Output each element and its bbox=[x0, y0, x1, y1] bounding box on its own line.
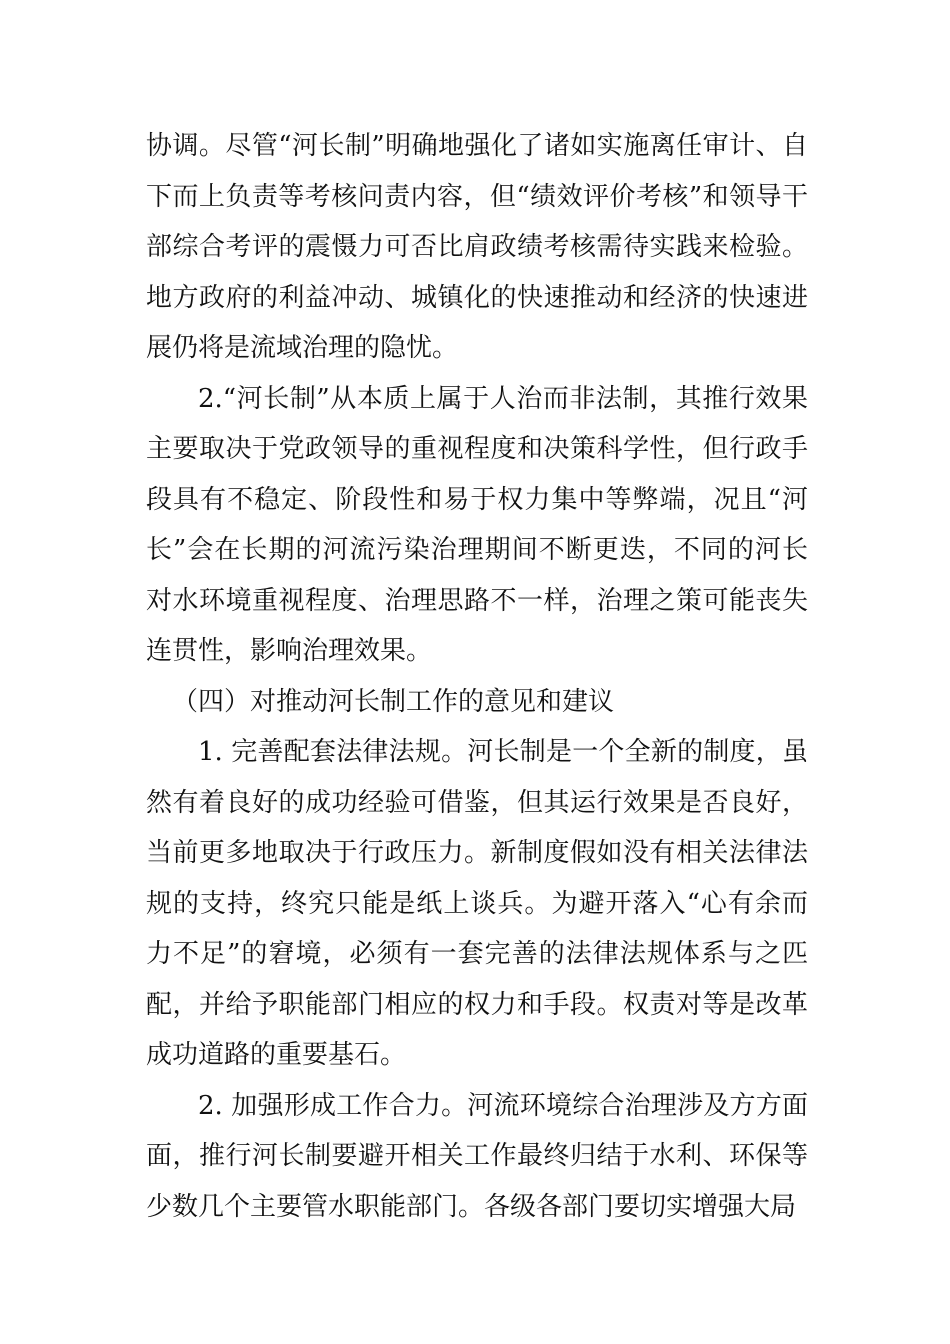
paragraph-continuation: 协调。尽管“河长制”明确地强化了诸如实施离任审计、自下而上负责等考核问责内容，但“绩效评价考核”和领导干部综合考评的震慑力可否比肩政绩考核需待实践来检验。地方政府的利益冲动、城镇化的快速推动和经济的快速进展仍将是流域治理的隐忧。 bbox=[146, 131, 808, 363]
document-body bbox=[146, 121, 808, 1232]
paragraph-recommendation-2: 2. 加强形成工作合力。河流环境综合治理涉及方方面面，推行河长制要避开相关工作最终归结于水利、环保等少数几个主要管水职能部门。各级各部门要切实增强大局 bbox=[146, 1090, 808, 1222]
paragraph-recommendation-1: 1. 完善配套法律法规。河长制是一个全新的制度，虽然有着良好的成功经验可借鉴，但其运行效果是否良好，当前更多地取决于行政压力。新制度假如没有相关法律法规的支持，终究只能是纸上谈兵。为避开落入“心有余而力不足”的窘境，必须有一套完善的法律法规体系与之匹配，并给予职能部门相应的权力和手段。权责对等是改革成功道路的重要基石。 bbox=[146, 737, 808, 1070]
section-heading: （四）对推动河长制工作的意见和建议 bbox=[172, 686, 615, 717]
paragraph-point-2: 2.“河长制”从本质上属于人治而非法制，其推行效果主要取决于党政领导的重视程度和决策科学性，但行政手段具有不稳定、阶段性和易于权力集中等弊端，况且“河长”会在长期的河流污染治理期间不断更迭，不同的河长对水环境重视程度、治理思路不一样，治理之策可能丧失连贯性，影响治理效果。 bbox=[146, 383, 808, 666]
